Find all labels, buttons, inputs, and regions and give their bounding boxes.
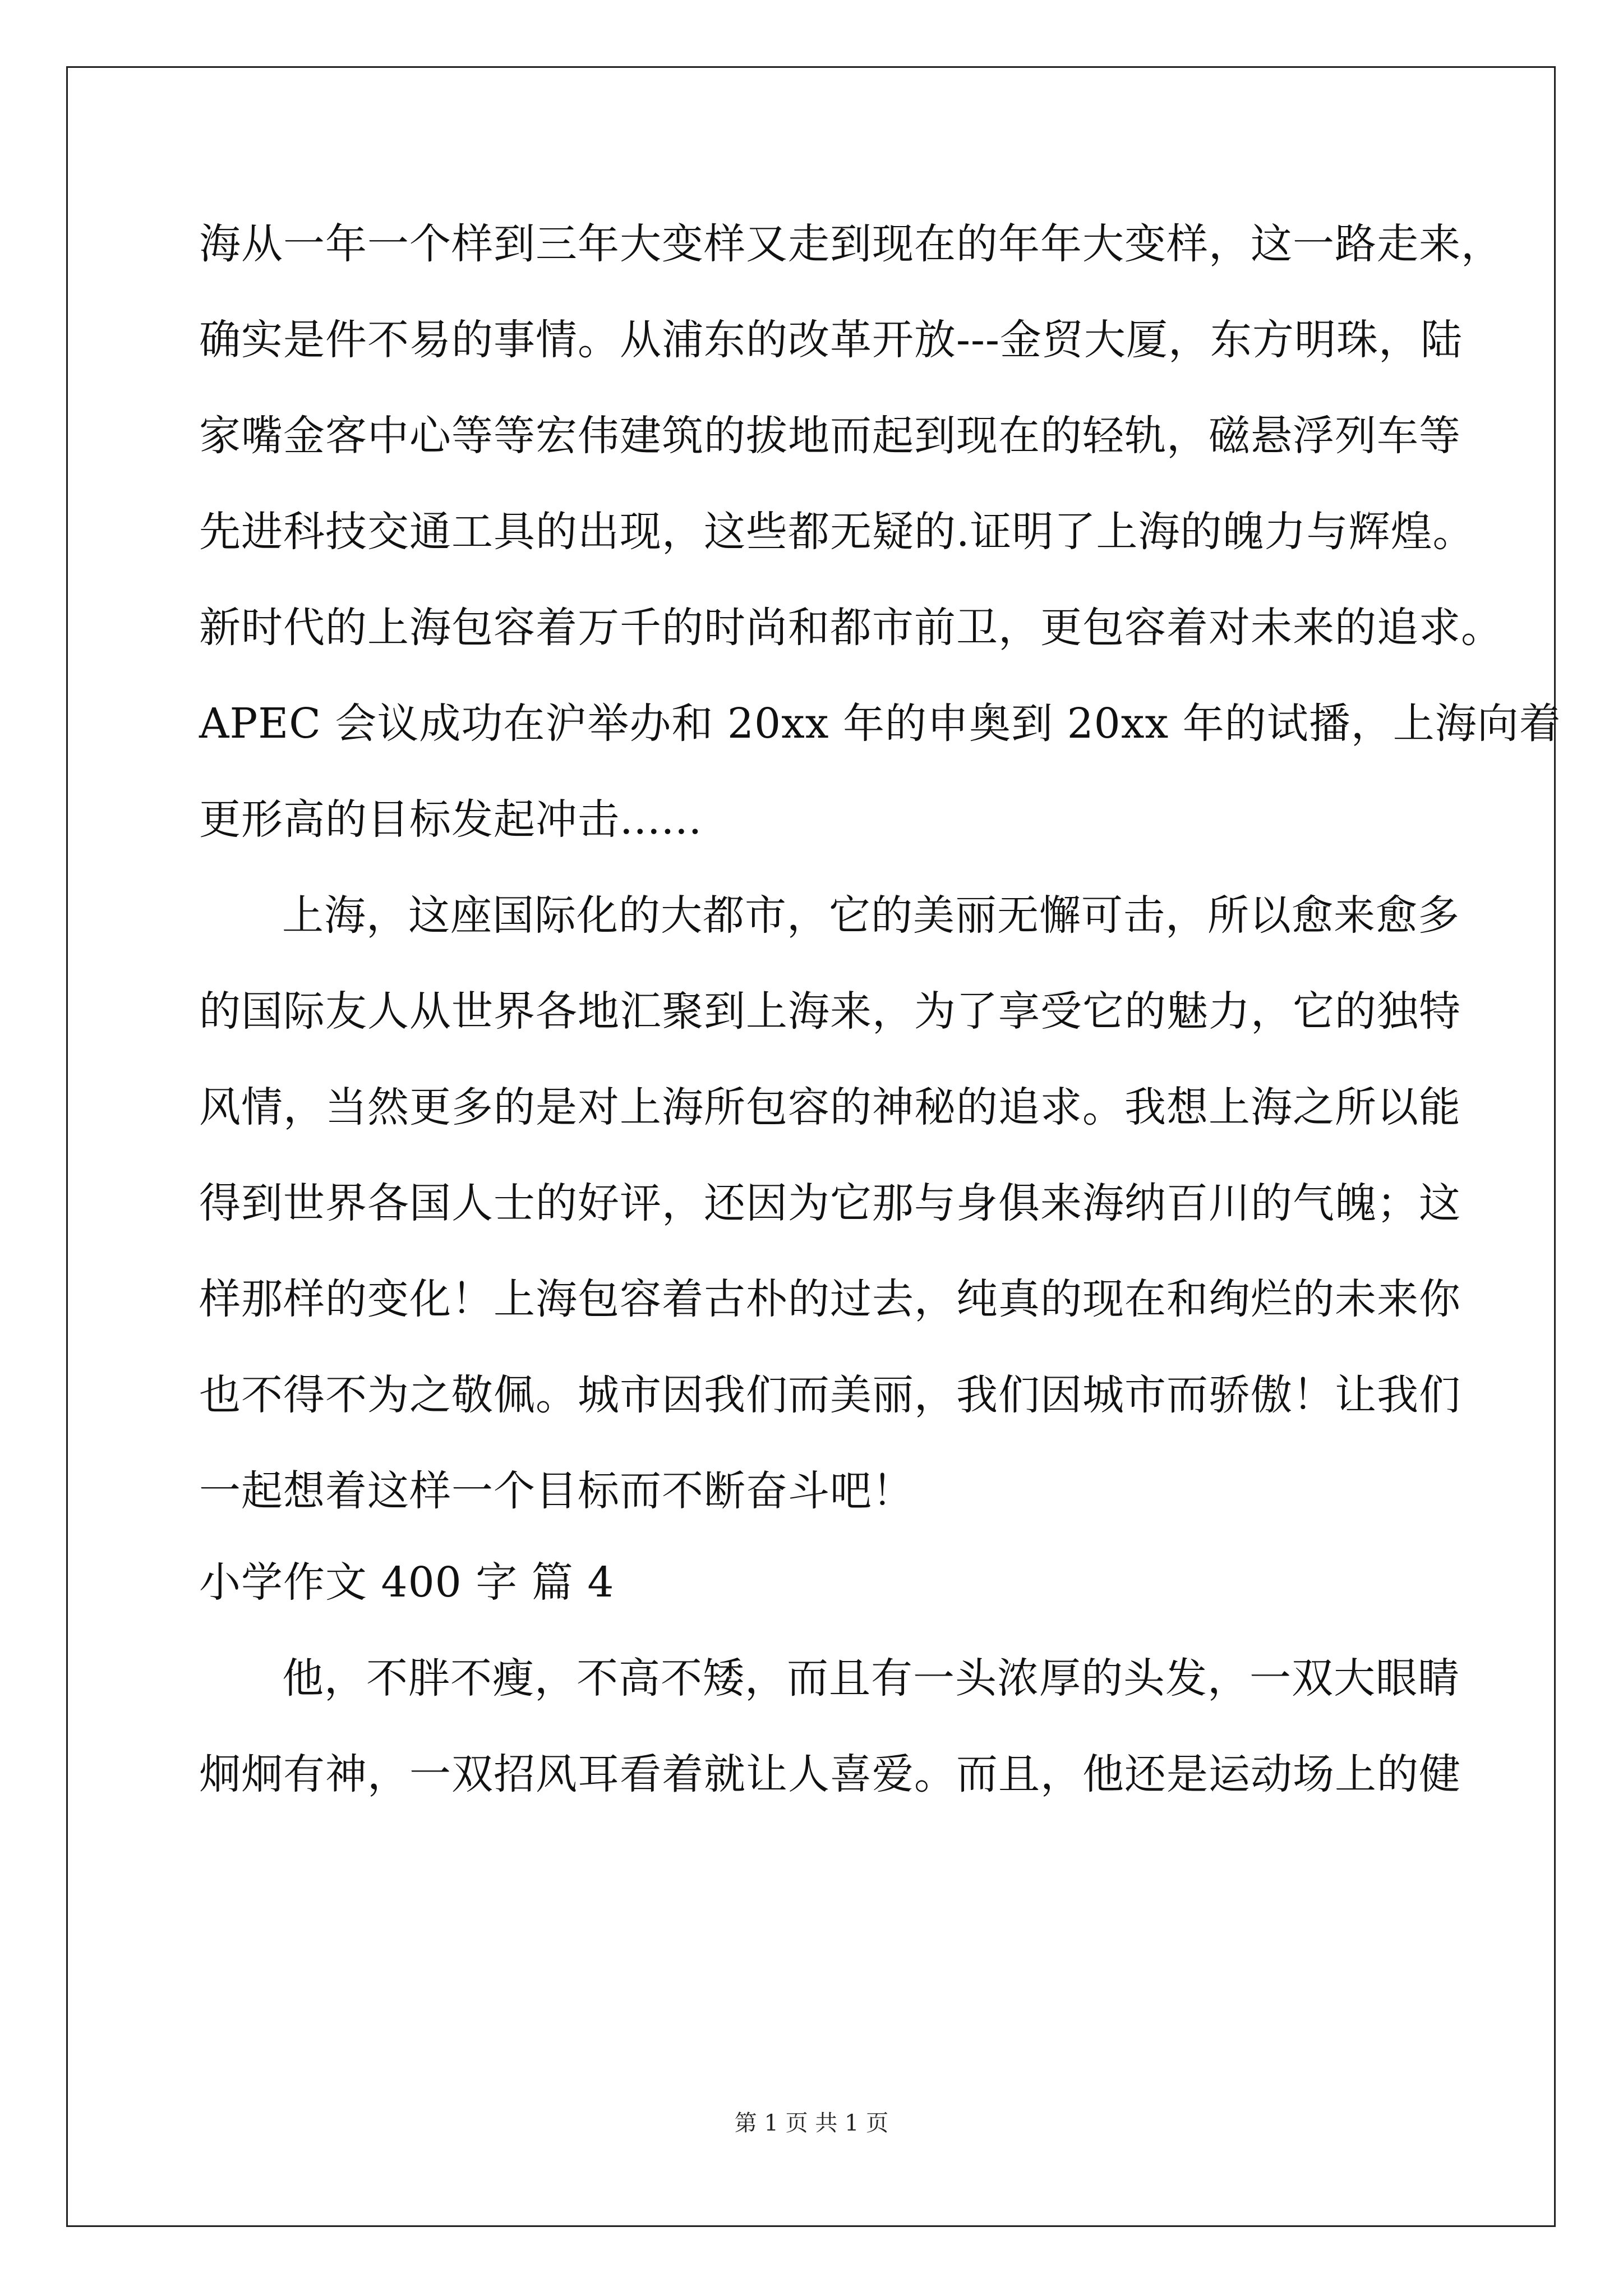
paragraph-first-line: 上海，这座国际化的大都市，它的美丽无懈可击，所以愈来愈多 [282, 891, 1460, 940]
page-border [66, 66, 1556, 2227]
text-line: 家嘴金客中心等等宏伟建筑的拔地而起到现在的轻轨，磁悬浮列车等 [199, 412, 1461, 460]
text-line: 炯炯有神，一双招风耳看着就让人喜爱。而且，他还是运动场上的健 [199, 1750, 1461, 1798]
text-line: 也不得不为之敬佩。城市因我们而美丽，我们因城市而骄傲！让我们 [199, 1371, 1461, 1419]
page-number-footer: 第 1 页 共 1 页 [734, 2110, 889, 2136]
text-line: 海从一年一个样到三年大变样又走到现在的年年大变样，这一路走来， [199, 220, 1503, 268]
text-line: 先进科技交通工具的出现，这些都无疑的.证明了上海的魄力与辉煌。 [199, 508, 1475, 556]
text-line: 新时代的上海包容着万千的时尚和都市前卫，更包容着对未来的追求。 [199, 604, 1503, 652]
section-heading: 小学作文 400 字 篇 4 [199, 1558, 615, 1607]
text-line: 样那样的变化！上海包容着古朴的过去，纯真的现在和绚烂的未来你 [199, 1275, 1461, 1323]
text-line: 更形高的目标发起冲击...... [199, 795, 703, 844]
paragraph-first-line: 他，不胖不瘦，不高不矮，而且有一头浓厚的头发，一双大眼睛 [282, 1654, 1460, 1703]
text-line: 一起想着这样一个目标而不断奋斗吧！ [199, 1467, 914, 1515]
text-line: 的国际友人从世界各地汇聚到上海来，为了享受它的魅力，它的独特 [199, 987, 1461, 1036]
text-line: 得到世界各国人士的好评，还因为它那与身俱来海纳百川的气魄；这 [199, 1179, 1461, 1227]
text-line: APEC 会议成功在沪举办和 20xx 年的申奥到 20xx 年的试播，上海向着 [199, 700, 1561, 748]
text-line: 风情，当然更多的是对上海所包容的神秘的追求。我想上海之所以能 [199, 1083, 1461, 1131]
text-line: 确实是件不易的事情。从浦东的改革开放---金贸大厦，东方明珠，陆 [199, 316, 1463, 364]
